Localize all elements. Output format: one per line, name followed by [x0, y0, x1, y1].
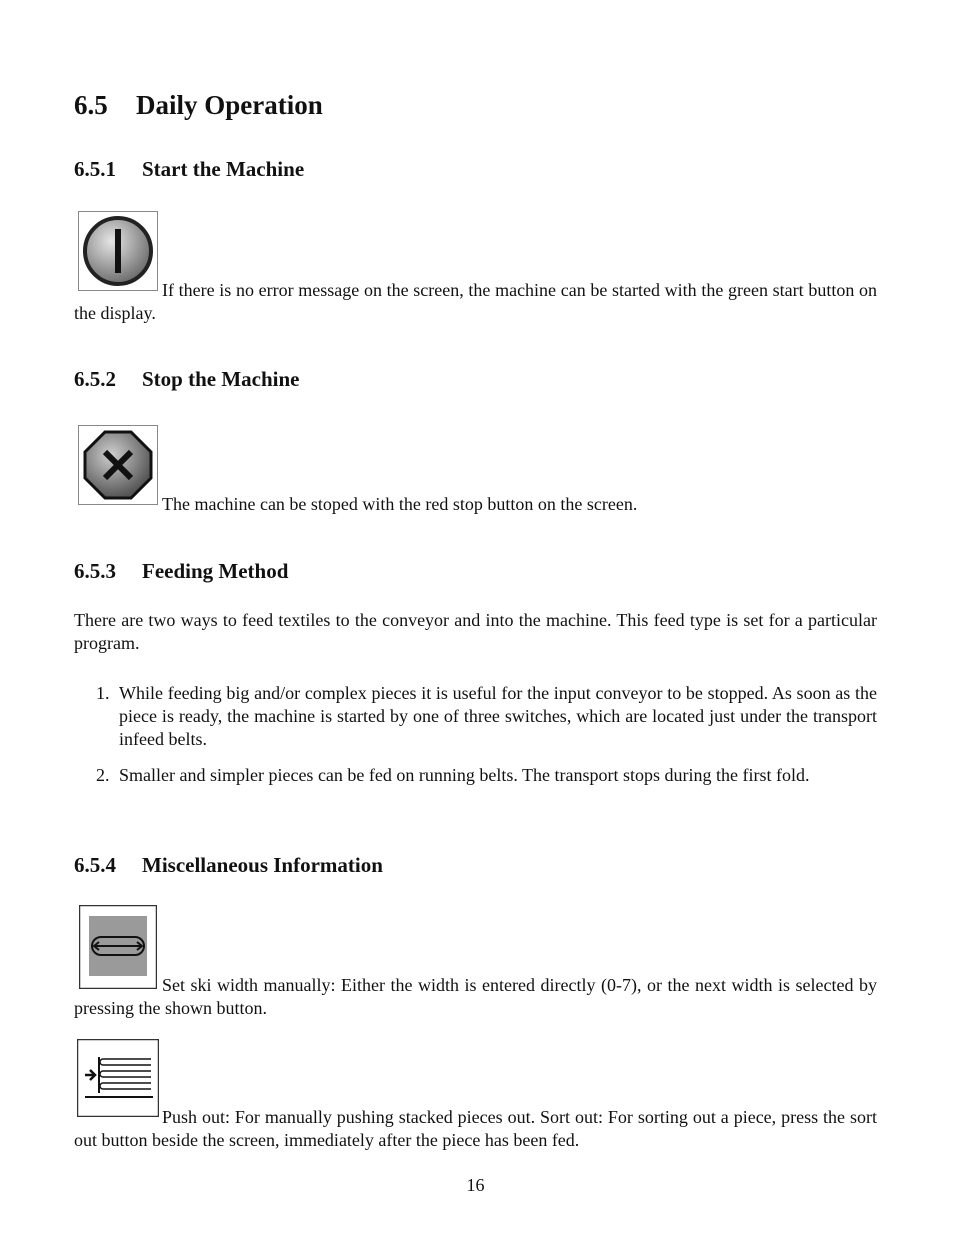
- document-page: [74, 0, 877, 1235]
- subsection-heading-misc: 6.5.4 Miscellaneous Information: [74, 853, 383, 877]
- ski-width-description: Set ski width manually: Either the width is entered directly (0-7), or the next width is selected by pressing the shown button.: [74, 975, 877, 1018]
- start-description: If there is no error message on the screen, the machine can be started with the green start button on the display.: [74, 280, 877, 323]
- list-item: 2. Smaller and simpler pieces can be fed on running belts. The transport stops during the first fold.: [96, 765, 810, 785]
- section-number: 6.5: [74, 90, 108, 120]
- list-item: 1. While feeding big and/or complex pieces it is useful for the input conveyor to be stopped. As soon as the piece is ready, the machine is started by one of three switches, which are located just under the transport infeed belts.: [96, 683, 877, 749]
- feeding-description: There are two ways to feed textiles to the conveyor and into the machine. This feed type is set for a particular program.: [74, 610, 877, 653]
- push-out-description: Push out: For manually pushing stacked pieces out. Sort out: For sorting out a piece, press the sort out button beside the screen, immediately after the piece has been fed.: [74, 1107, 877, 1150]
- subsection-heading-stop: 6.5.2 Stop the Machine: [74, 367, 300, 391]
- stop-description: The machine can be stoped with the red stop button on the screen.: [162, 494, 638, 514]
- section-title: Daily Operation: [136, 90, 323, 120]
- section-heading: [74, 90, 323, 121]
- subsection-heading-start: 6.5.1 Start the Machine: [74, 157, 305, 181]
- feeding-method-list: [74, 682, 877, 787]
- page-number: 16: [466, 1175, 485, 1195]
- subsection-heading-feeding: 6.5.3 Feeding Method: [74, 559, 289, 583]
